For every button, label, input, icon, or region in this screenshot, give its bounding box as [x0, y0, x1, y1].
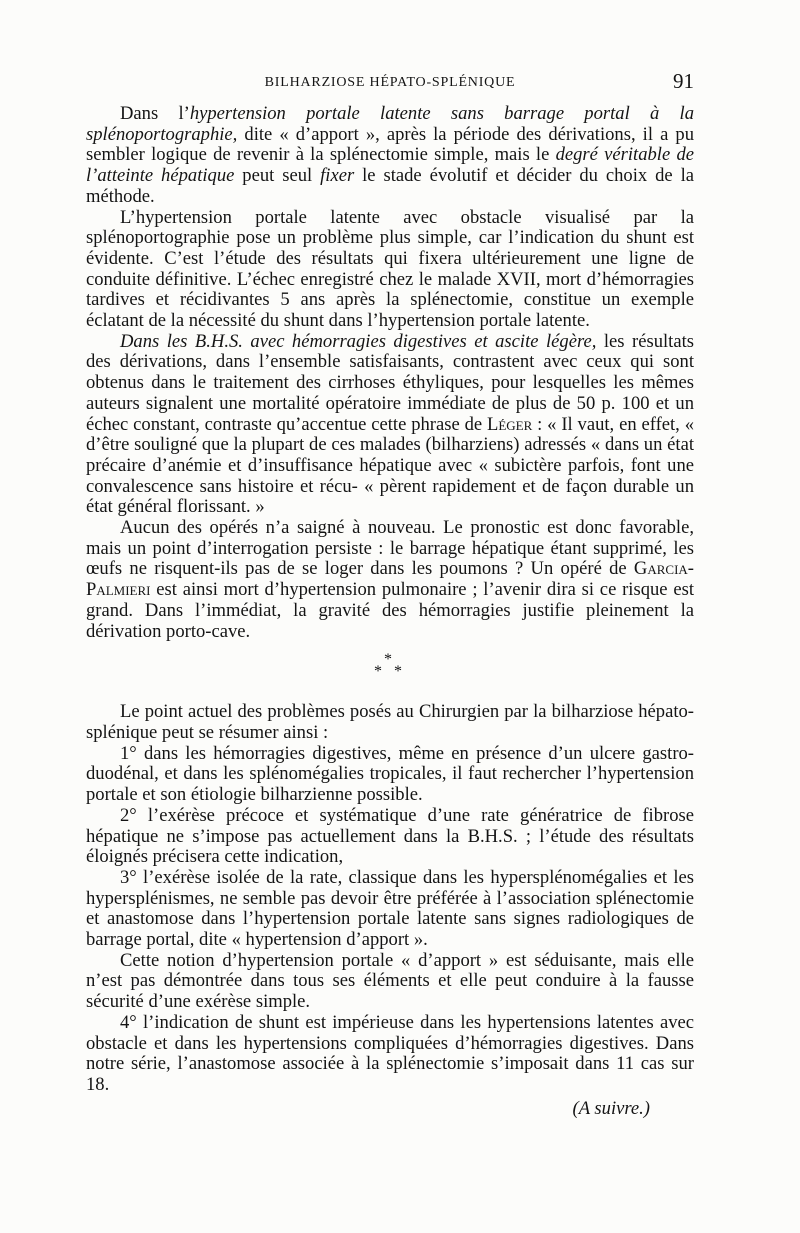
item-text: l’indication de shunt est impérieuse dans les hypertensions latentes avec obstacle et dans les hypertensions compliquées d’hémorragies digestives. Dans notre série, l’anastomose associée à la splénectomie s’imposait dans 11 cas sur 18. — [86, 1011, 694, 1095]
paragraph-prognosis — [86, 518, 694, 642]
item-number: 4° — [120, 1011, 137, 1033]
text-run: les résultats des dérivations, dans l’ensemble satisfaisants, contrastent avec ceux qui sont obtenus dans le traitement des cirrhoses éthyliques, pour lesquelles les mêmes auteurs signalent une mortalité opératoire immédiate de plus de 50 p. 100 et un échec constant, contraste qu’accentue cette phrase de — [86, 330, 694, 435]
paragraph-visible-obstacle: L’hypertension portale latente avec obstacle visualisé par la splénoportographie pose un problème plus simple, car l’indication du shunt est évidente. C’est l’étude des résultats qui fixera ultérieurement une ligne de conduite définitive. L’échec enregistré chez le malade XVII, mort d’hémorragies tardives et récidivantes 5 ans après la splénectomie, constitue un exemple éclatant de la nécessité du shunt dans l’hypertension portale latente. — [86, 206, 694, 332]
text-run: est ainsi mort d’hypertension pulmonaire ; l’avenir dira si ce risque est grand. Dans l’immédiat, la gravité des hémorragies justifie pleinement la dérivation porto-cave. — [86, 579, 694, 642]
italic-run: degré véritable de l’atteinte hépatique — [86, 144, 694, 187]
conclusion-item-4 — [86, 1013, 694, 1096]
italic-run: fixer — [320, 165, 355, 187]
conclusion-note: Cette notion d’hypertension portale « d’apport » est séduisante, mais elle n’est pas démontrée dans tous ses éléments et elle peut conduire à la fausse sécurité d’une exérèse simple. — [86, 949, 694, 1013]
item-text: dans les hémorragies digestives, même en présence d’un ulcere gastro-duodénal, et dans les splénomégalies tropicales, il faut rechercher l’hypertension portale et son étiologie bilharzienne possible. — [86, 742, 694, 806]
asterism-bottom: * * — [374, 663, 406, 681]
conclusion-item-3 — [86, 868, 694, 951]
item-number: 1° — [120, 742, 137, 764]
paragraph-latent-hypertension — [86, 104, 694, 208]
page-number: 91 — [673, 69, 694, 93]
paragraph-bhs-hemorrhage — [86, 332, 694, 518]
item-number: 2° — [120, 804, 137, 826]
conclusion-item-1 — [86, 744, 694, 806]
italic-run: hypertension portale latente sans barrage portal à la splénoportographie, — [86, 103, 694, 145]
text-run: dite « d’apport », après la période des dérivations, il a pu sembler logique de revenir à la splénectomie simple, mais le — [86, 123, 694, 166]
text-run: Aucun des opérés n’a saigné à nouveau. Le pronostic est donc favorable, mais un point d’interrogation persiste : le barrage hépatique étant supprimé, les œufs ne risquent-ils pas de se loger dans les poumons ? Un opéré de — [86, 517, 694, 580]
text-run: le stade évolutif et décider du choix de la méthode. — [86, 165, 694, 207]
body-text — [86, 104, 694, 1096]
text-run: peut seul — [234, 165, 321, 187]
book-page — [86, 66, 694, 1120]
item-text: l’exérèse précoce et systématique d’une rate génératrice de fibrose hépatique ne s’impose pas actuellement dans la B.H.S. ; l’étude des résultats éloignés précisera cette indication, — [86, 804, 694, 868]
author-name: Garcia-Palmieri — [86, 558, 694, 601]
text-run: : « Il vaut, en effet, « d’être souligné que la plupart de ces malades (bilharziens) adressés « dans un état précaire d’anémie et d’insuffisance hépatique avec « subictère parfois, font une convalescence sans histoire et récu- « pèrent rapidement et de façon durable un état général florissant. » — [86, 413, 694, 518]
to-be-continued: (A suivre.) — [572, 1097, 650, 1119]
section-asterism — [86, 651, 694, 681]
item-number: 3° — [120, 866, 137, 888]
item-text: l’exérèse isolée de la rate, classique dans les hypersplénomégalies et les hypersplénismes, ne semble pas devoir être préférée à l’association splénectomie et anastomose dans l’hypertension portale latente sans signes radiologiques de barrage portal, dite « hypertension d’apport ». — [86, 866, 694, 951]
italic-run: Dans les B.H.S. avec hémorragies digestives et ascite légère, — [120, 330, 597, 352]
conclusion-item-2 — [86, 806, 694, 868]
asterism-top: * — [384, 651, 396, 669]
author-name: Léger — [487, 413, 533, 435]
text-run: Dans l’ — [120, 103, 190, 124]
conclusions-intro: Le point actuel des problèmes posés au Chirurgien par la bilharziose hépato-splénique peut se résumer ainsi : — [86, 701, 694, 743]
running-title: BILHARZIOSE HÉPATO-SPLÉNIQUE — [264, 75, 516, 90]
running-header — [86, 66, 694, 96]
